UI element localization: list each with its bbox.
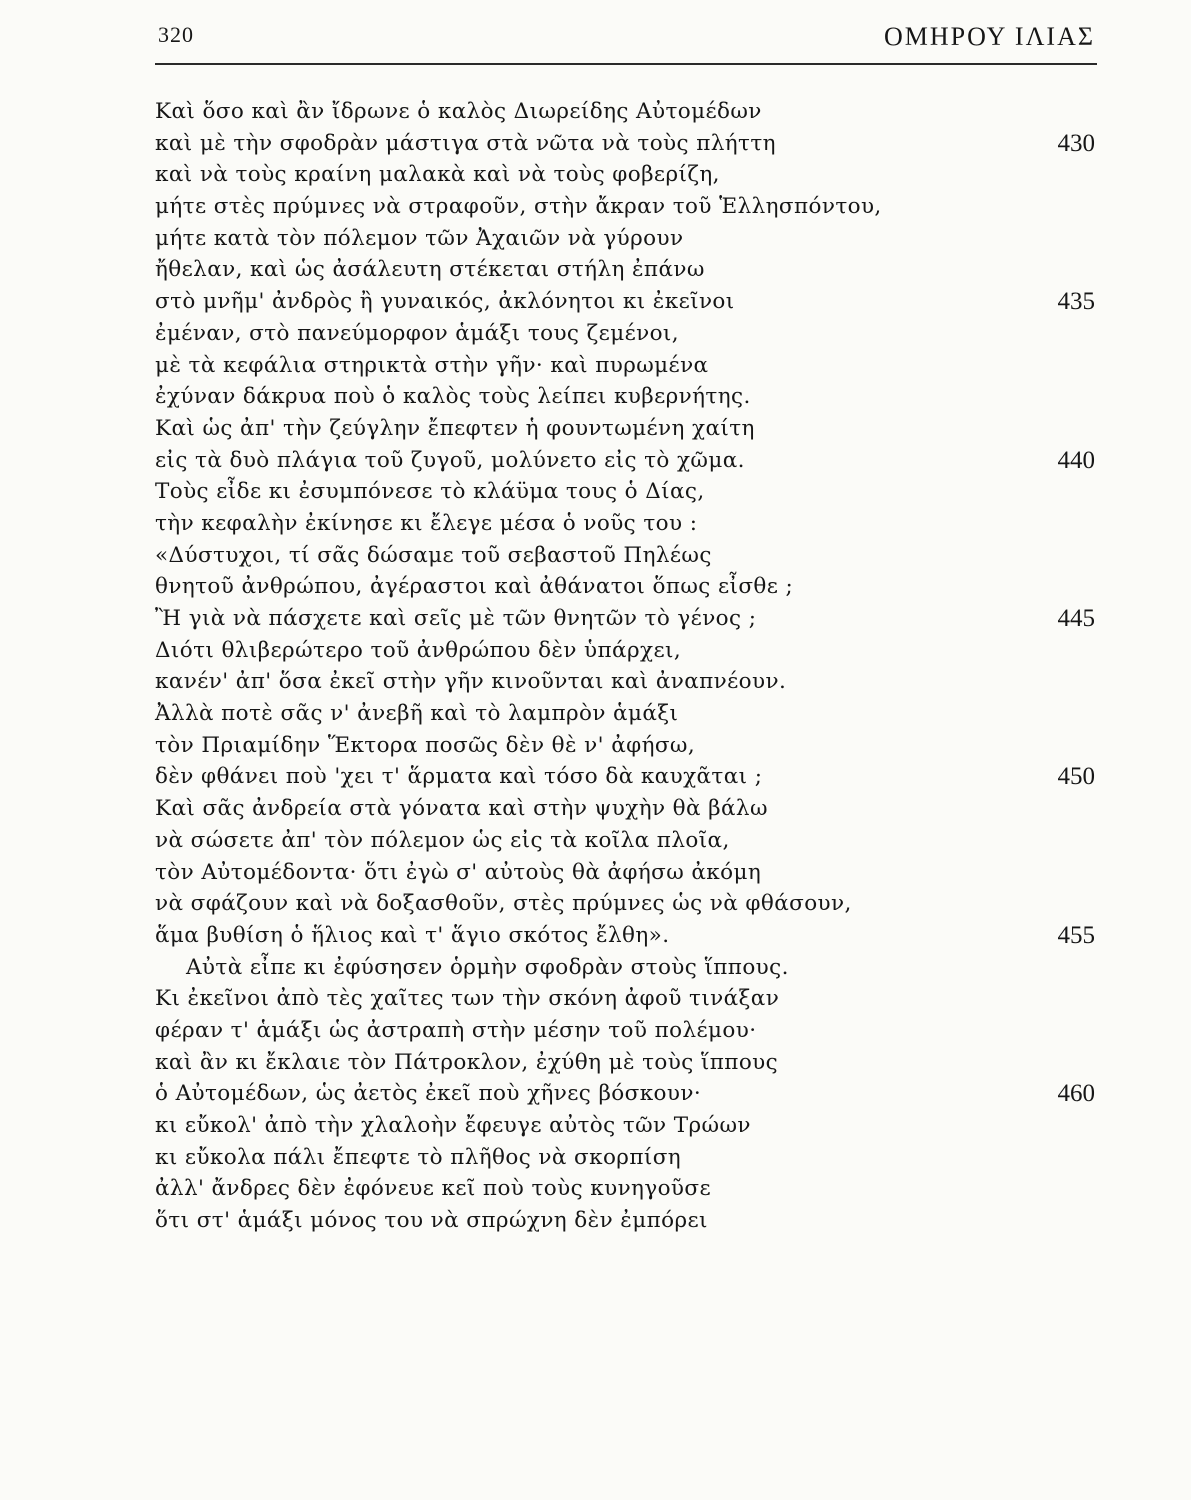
verse-line bbox=[0, 288, 1191, 320]
verse-text: τὸν Πριαμίδην Ἕκτορα ποσῶς δὲν θὲ ν' ἀφήσω, bbox=[155, 732, 696, 758]
verse-text: Καὶ σᾶς ἀνδρεία στὰ γόνατα καὶ στὴν ψυχὴν θὰ βάλω bbox=[155, 796, 768, 822]
verse-line bbox=[0, 795, 1191, 827]
verse-line bbox=[0, 1017, 1191, 1049]
verse-line bbox=[0, 605, 1191, 637]
verse-line bbox=[0, 352, 1191, 384]
verse-block bbox=[0, 98, 1191, 1239]
verse-text: ἐμέναν, στὸ πανεύμορφον ἁμάξι τους ζεμένοι, bbox=[155, 320, 679, 346]
verse-text: μήτε στὲς πρύμνες νὰ στραφοῦν, στὴν ἄκραν τοῦ Ἑλλησπόντου, bbox=[155, 194, 882, 220]
verse-line bbox=[0, 542, 1191, 574]
verse-text: ἤθελαν, καὶ ὡς ἀσάλευτη στέκεται στήλη ἐπάνω bbox=[155, 257, 705, 283]
verse-line bbox=[0, 668, 1191, 700]
verse-text: τὴν κεφαλὴν ἐκίνησε κι ἔλεγε μέσα ὁ νοῦς του : bbox=[155, 510, 698, 536]
verse-line bbox=[0, 98, 1191, 130]
page-number: 320 bbox=[158, 22, 194, 47]
verse-line bbox=[0, 637, 1191, 669]
verse-text: Καὶ ὅσο καὶ ἂν ἴδρωνε ὁ καλὸς Διωρείδης Αὐτομέδων bbox=[155, 99, 762, 124]
verse-line bbox=[0, 225, 1191, 257]
verse-line bbox=[0, 256, 1191, 288]
verse-text: φέραν τ' ἁμάξι ὡς ἀστραπὴ στὴν μέσην τοῦ πολέμου· bbox=[155, 1017, 757, 1043]
verse-text: καὶ νὰ τοὺς κραίνη μαλακὰ καὶ νὰ τοὺς φοβερίζη, bbox=[155, 162, 720, 188]
verse-text: ὁ Αὐτομέδων, ὡς ἀετὸς ἐκεῖ ποὺ χῆνες βόσκουν· bbox=[155, 1081, 702, 1107]
verse-line bbox=[0, 320, 1191, 352]
verse-line bbox=[0, 510, 1191, 542]
verse-line bbox=[0, 1112, 1191, 1144]
verse-text: κι εὔκολ' ἀπὸ τὴν χλαλοὴν ἔφευγε αὐτὸς τῶν Τρώων bbox=[155, 1113, 751, 1138]
verse-text: ἐχύναν δάκρυα ποὺ ὁ καλὸς τοὺς λείπει κυβερνήτης. bbox=[155, 384, 751, 410]
verse-text: νὰ σφάζουν καὶ νὰ δοξασθοῦν, στὲς πρύμνες ὡς νὰ φθάσουν, bbox=[155, 891, 852, 917]
verse-text: κανέν' ἀπ' ὅσα ἐκεῖ στὴν γῆν κινοῦνται καὶ ἀναπνέουν. bbox=[155, 669, 787, 695]
verse-text: Ἀλλὰ ποτὲ σᾶς ν' ἀνεβῆ καὶ τὸ λαμπρὸν ἁμάξι bbox=[155, 701, 679, 727]
line-number: 450 bbox=[1057, 763, 1095, 791]
line-number: 435 bbox=[1057, 288, 1095, 316]
verse-line bbox=[0, 985, 1191, 1017]
verse-line bbox=[0, 1049, 1191, 1081]
line-number: 440 bbox=[1057, 446, 1095, 474]
verse-text: κι εὔκολα πάλι ἔπεφτε τὸ πλῆθος νὰ σκορπίση bbox=[155, 1144, 682, 1170]
verse-text: ἀλλ' ἄνδρες δὲν ἐφόνευε κεῖ ποὺ τοὺς κυνηγοῦσε bbox=[155, 1176, 712, 1202]
verse-text: τὸν Αὐτομέδοντα· ὅτι ἐγὼ σ' αὐτοὺς θὰ ἀφήσω ἀκόμη bbox=[155, 859, 762, 885]
verse-line bbox=[0, 193, 1191, 225]
line-number: 460 bbox=[1057, 1080, 1095, 1108]
verse-line bbox=[0, 954, 1191, 986]
verse-line bbox=[0, 573, 1191, 605]
verse-text: εἰς τὰ δυὸ πλάγια τοῦ ζυγοῦ, μολύνετο εἰς τὸ χῶμα. bbox=[155, 447, 745, 473]
verse-text: καὶ ἂν κι ἔκλαιε τὸν Πάτροκλον, ἐχύθη μὲ τοὺς ἵππους bbox=[155, 1049, 779, 1075]
verse-line bbox=[0, 859, 1191, 891]
verse-line bbox=[0, 130, 1191, 162]
verse-line bbox=[0, 415, 1191, 447]
verse-text: μὲ τὰ κεφάλια στηρικτὰ στὴν γῆν· καὶ πυρωμένα bbox=[155, 352, 709, 378]
verse-line bbox=[0, 700, 1191, 732]
verse-line bbox=[0, 1207, 1191, 1239]
verse-text: νὰ σώσετε ἀπ' τὸν πόλεμον ὡς εἰς τὰ κοῖλα πλοῖα, bbox=[155, 827, 730, 853]
verse-line bbox=[0, 763, 1191, 795]
verse-line bbox=[0, 1144, 1191, 1176]
verse-line bbox=[0, 478, 1191, 510]
verse-text: καὶ μὲ τὴν σφοδρὰν μάστιγα στὰ νῶτα νὰ τοὺς πλήττη bbox=[155, 130, 776, 156]
verse-text: Τοὺς εἶδε κι ἐσυμπόνεσε τὸ κλάϋμα τους ὁ Δίας, bbox=[155, 479, 705, 505]
verse-line bbox=[0, 890, 1191, 922]
verse-text: Ἢ γιὰ νὰ πάσχετε καὶ σεῖς μὲ τῶν θνητῶν τὸ γένος ; bbox=[155, 606, 757, 631]
line-number: 455 bbox=[1057, 921, 1095, 949]
verse-line bbox=[0, 447, 1191, 479]
header-rule bbox=[155, 63, 1097, 65]
verse-text: Καὶ ὡς ἀπ' τὴν ζεύγλην ἔπεφτεν ἡ φουντωμένη χαίτη bbox=[155, 415, 755, 441]
verse-line bbox=[0, 922, 1191, 954]
line-number: 445 bbox=[1057, 605, 1095, 632]
verse-line bbox=[0, 383, 1191, 415]
verse-text: Διότι θλιβερώτερο τοῦ ἀνθρώπου δὲν ὑπάρχει, bbox=[155, 637, 682, 663]
verse-text: δὲν φθάνει ποὺ 'χει τ' ἅρματα καὶ τόσο δὰ καυχᾶται ; bbox=[155, 764, 763, 790]
verse-text: ἅμα βυθίση ὁ ἥλιος καὶ τ' ἅγιο σκότος ἔλθη». bbox=[155, 922, 670, 948]
verse-text: στὸ μνῆμ' ἀνδρὸς ἢ γυναικός, ἀκλόνητοι κι ἐκεῖνοι bbox=[155, 289, 735, 315]
verse-line bbox=[0, 1175, 1191, 1207]
line-number: 430 bbox=[1057, 129, 1095, 157]
verse-text: μήτε κατὰ τὸν πόλεμον τῶν Ἀχαιῶν νὰ γύρουν bbox=[155, 225, 684, 251]
verse-text: «Δύστυχοι, τί σᾶς δώσαμε τοῦ σεβαστοῦ Πηλέως bbox=[155, 542, 712, 568]
verse-line bbox=[0, 827, 1191, 859]
verse-text: θνητοῦ ἀνθρώπου, ἀγέραστοι καὶ ἀθάνατοι ὅπως εἶσθε ; bbox=[155, 574, 794, 600]
running-title: ΟΜΗΡΟΥ ΙΛΙΑΣ bbox=[883, 22, 1095, 51]
verse-text: ὅτι στ' ἁμάξι μόνος του νὰ σπρώχνη δὲν ἐμπόρει bbox=[155, 1208, 708, 1234]
verse-text: Αὐτὰ εἶπε κι ἐφύσησεν ὁρμὴν σφοδρὰν στοὺς ἵππους. bbox=[186, 954, 789, 980]
verse-line bbox=[0, 732, 1191, 764]
verse-line bbox=[0, 161, 1191, 193]
verse-line bbox=[0, 1080, 1191, 1112]
verse-text: Κι ἐκεῖνοι ἀπὸ τὲς χαῖτες των τὴν σκόνη ἀφοῦ τινάξαν bbox=[155, 986, 780, 1012]
